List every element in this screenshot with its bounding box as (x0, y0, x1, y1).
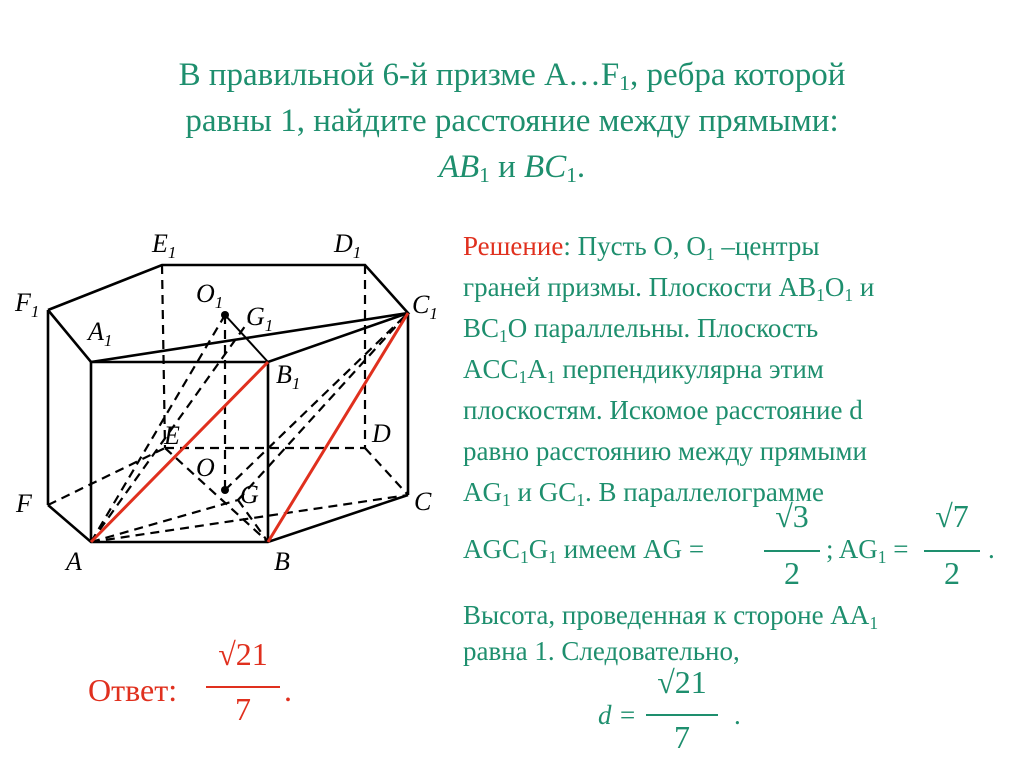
label-f: F (16, 489, 32, 518)
solution-text (463, 226, 1023, 513)
label-a: A (66, 547, 82, 576)
label-d1: $D_1$ (334, 229, 362, 262)
solution-line-9: Высота, проведенная к стороне $AA_1$ (463, 600, 879, 633)
title-line-2: равны 1, найдите расстояние между прямыми: (185, 103, 839, 139)
label-g1: $G_1$ (246, 302, 274, 335)
answer-label: Ответ: (88, 672, 178, 708)
solution-line-2: граней призмы. Плоскости $AB_1O_1$ и (463, 272, 875, 305)
label-c1: $C_1$ (412, 290, 438, 323)
solution-line-8b: ; $AG_1$ = (826, 534, 909, 567)
solution-line-6: равно расстоянию между прямыми (463, 436, 867, 466)
label-g: G (240, 480, 259, 509)
label-c: C (414, 487, 432, 516)
d-end: . (734, 700, 741, 730)
solution-line-5: плоскостям. Искомое расстояние d (463, 395, 863, 425)
prism-figure (0, 0, 460, 600)
line-ab1 (91, 362, 268, 542)
solution-line-7: $AG_1$ и $GC_1$. В параллелограмме (463, 477, 825, 510)
point-o (221, 486, 229, 494)
solution-line-4: $ACC_1A_1$ перпендикулярна этим (463, 354, 824, 387)
fraction-d: √21 7 (646, 664, 718, 756)
d-label: d = (598, 700, 637, 730)
answer-end: . (284, 672, 292, 708)
label-e: E (164, 421, 180, 450)
label-f1: $F_1$ (15, 288, 40, 321)
vertex-labels (14, 229, 438, 576)
title-line-3: $AB_1$ и $BC_1$. (438, 149, 586, 187)
solution-line-3: $BC_1O$ параллельны. Плоскость (463, 313, 819, 346)
answer (88, 672, 177, 709)
solution-line-8-end: . (988, 534, 995, 564)
fraction-ag1: √7 2 (922, 498, 982, 592)
label-o1: $O_1$ (196, 279, 224, 312)
solution-label: Решение (463, 231, 564, 261)
label-e1: $E_1$ (152, 229, 177, 262)
solution-line-1: Решение: Пусть O, $O_1$ –центры (463, 231, 820, 264)
label-d: D (372, 419, 391, 448)
label-b: B (274, 547, 290, 576)
label-a1: $A_1$ (88, 317, 113, 350)
solution-line-8: $AGC_1G_1$ имеем AG = (463, 534, 705, 567)
solution-line-10: равна 1. Следовательно, (463, 636, 740, 666)
label-o: O (196, 453, 215, 482)
answer-fraction: √21 7 (206, 636, 280, 728)
title-line-1: В правильной 6-й призме $A\dots F_1$, ребра которой (178, 57, 846, 95)
fraction-ag: √3 2 (762, 498, 822, 592)
label-b1: $B_1$ (276, 360, 301, 393)
point-o1 (221, 311, 229, 319)
